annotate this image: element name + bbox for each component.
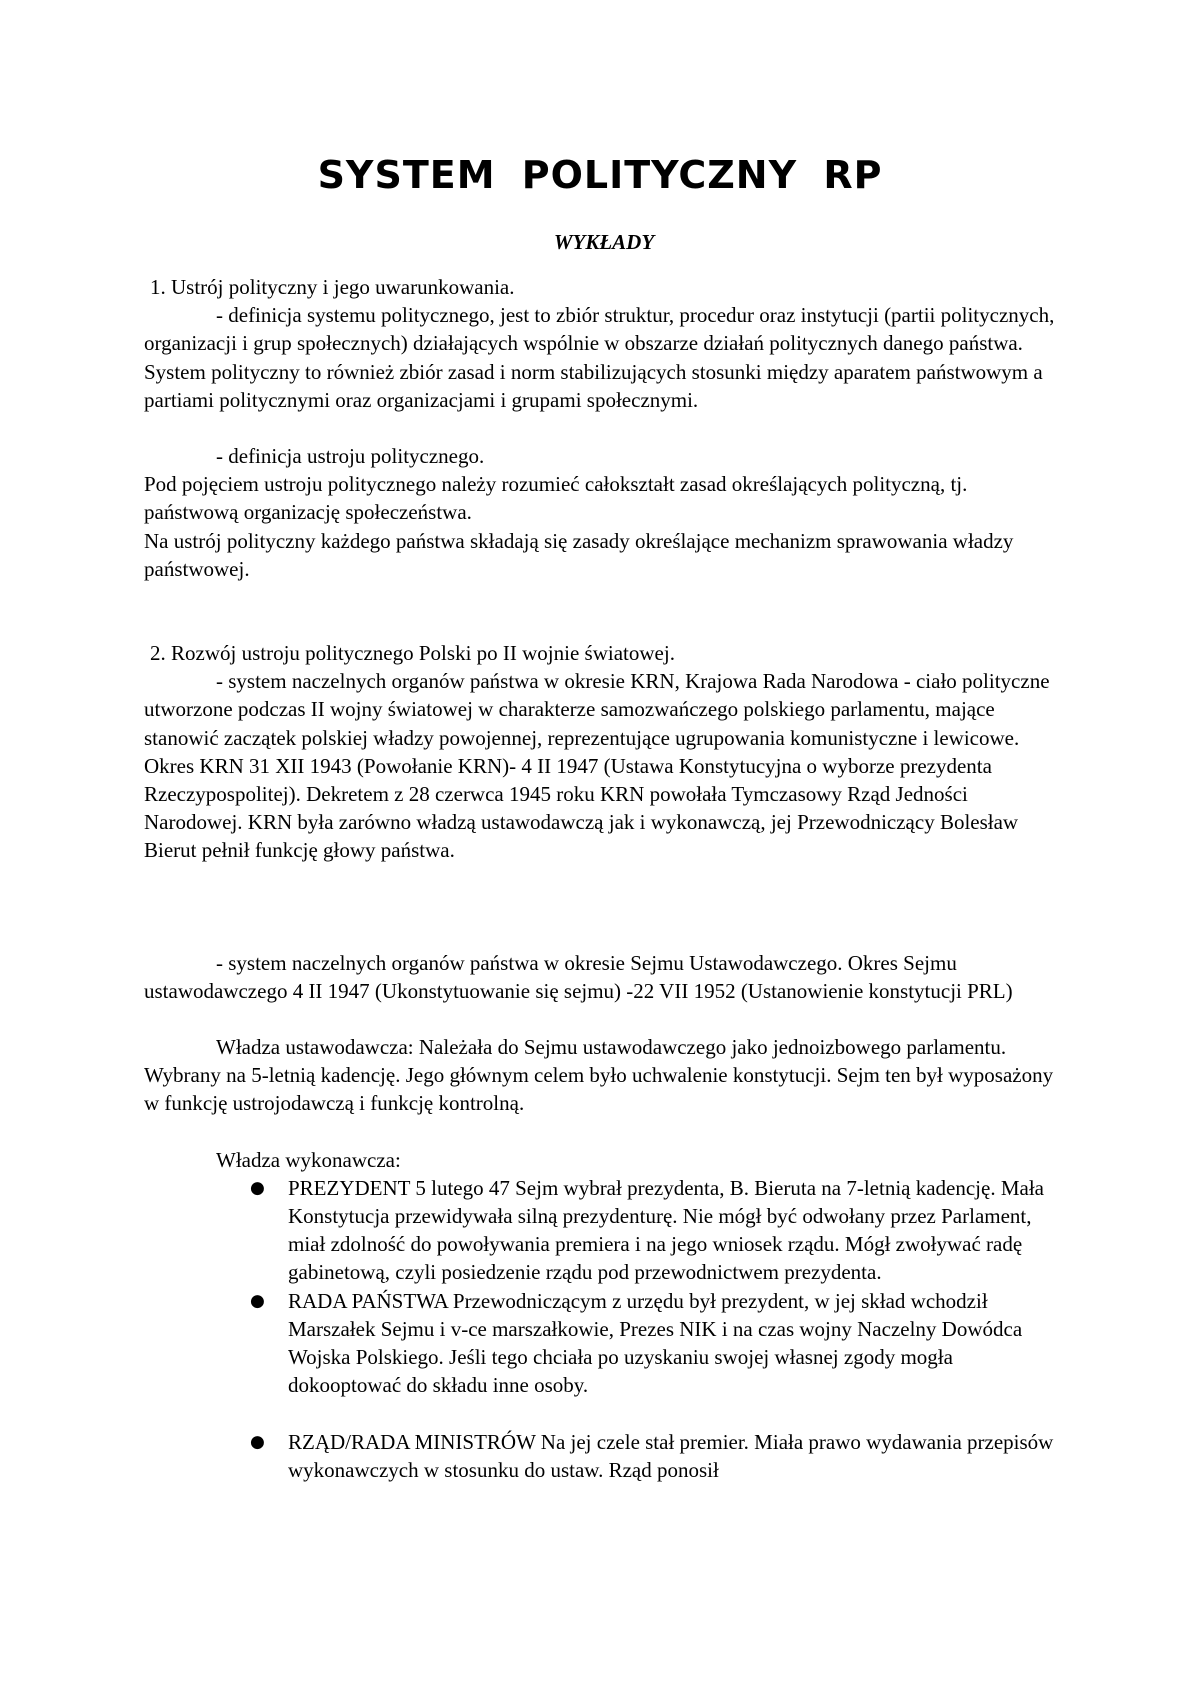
- definition-ustroj-paragraph-2: Na ustrój polityczny każdego państwa składają się zasady określające mechanizm sprawowania władzy państwowej.: [144, 528, 1014, 581]
- bullet-icon: ●: [250, 1290, 265, 1311]
- bullet-icon: ●: [250, 1177, 265, 1198]
- list-item: [250, 1174, 1064, 1287]
- page-subtitle: WYKŁADY: [553, 230, 655, 254]
- executive-list: [144, 1174, 1064, 1484]
- section-1-heading: 1. Ustrój polityczny i jego uwarunkowania.: [150, 275, 515, 299]
- list-item-text: RZĄD/RADA MINISTRÓW Na jej czele stał premier. Miała prawo wydawania przepisów wykonawczych w stosunku do ustaw. Rząd ponosił: [288, 1429, 1054, 1482]
- definition-ustroj-heading: - definicja ustroju politycznego.: [216, 444, 485, 469]
- list-item: [250, 1428, 1064, 1484]
- legislative-paragraph: Władza ustawodawcza: Należała do Sejmu ustawodawczego jako jednoizbowego parlamentu. Wybrany na 5-letnią kadencję. Jego głównym celem było uchwalenie konstytucji. Sejm ten był wyposażony w funkcję ustrojodawczą i funkcję kontrolną.: [144, 1035, 1054, 1116]
- krn-paragraph: - system naczelnych organów państwa w okresie KRN, Krajowa Rada Narodowa - ciało polityczne utworzone podczas II wojny światowej w charakterze samozwańczego polskiego parlamentu, mające stanowić zaczątek polskiej władzy powojennej, reprezentujące ugrupowania komunistyczne i lewicowe. Okres KRN 31 XII 1943 (Powołanie KRN)- 4 II 1947 (Ustawa Konstytucyjna o wyborze prezydenta Rzeczypospolitej). Dekretem z 28 czerwca 1945 roku KRN powołała Tymczasowy Rząd Jedności Narodowej. KRN była zarówno władzą ustawodawczą jak i wykonawczą, jej Przewodniczący Bolesław Bierut pełnił funkcję głowy państwa.: [144, 669, 1050, 863]
- sejm-paragraph: - system naczelnych organów państwa w okresie Sejmu Ustawodawczego. Okres Sejmu ustawodawczego 4 II 1947 (Ukonstytuowanie się sejmu) -22 VII 1952 (Ustanowienie konstytucji PRL): [144, 950, 1013, 1003]
- page-title: SYSTEM POLITYCZNY RP: [317, 153, 883, 197]
- executive-heading: Władza wykonawcza:: [216, 1147, 401, 1172]
- definition-system-paragraph: - definicja systemu politycznego, jest to zbiór struktur, procedur oraz instytucji (partii politycznych, organizacji i grup społecznych) działających wspólnie w obszarze działań politycznych danego państwa. System polityczny to również zbiór zasad i norm stabilizujących stosunki między aparatem państwowym a partiami politycznymi oraz organizacjami i grupami społecznymi.: [144, 303, 1055, 412]
- document-content: [144, 150, 1064, 1484]
- bullet-icon: ●: [250, 1431, 265, 1452]
- section-2-heading: 2. Rozwój ustroju politycznego Polski po II wojnie światowej.: [150, 641, 675, 666]
- definition-ustroj-paragraph-1: Pod pojęciem ustroju politycznego należy rozumieć całokształt zasad określających polityczną, tj. państwową organizację społeczeństwa.: [144, 472, 968, 525]
- list-item: [250, 1287, 1064, 1400]
- list-item-text: PREZYDENT 5 lutego 47 Sejm wybrał prezydenta, B. Bieruta na 7-letnią kadencję. Mała Konstytucja przewidywała silną prezydenturę. Nie mógł być odwołany przez Parlament, miał zdolność do powoływania premiera i na jego wniosek rządu. Mógł zwoływać radę gabinetową, czyli posiedzenie rządu pod przewodnictwem prezydenta.: [288, 1175, 1044, 1285]
- list-item-text: RADA PAŃSTWA Przewodniczącym z urzędu był prezydent, w jej skład wchodził Marszałek Sejmu i v-ce marszałkowie, Prezes NIK i na czas wojny Naczelny Dowódca Wojska Polskiego. Jeśli tego chciała po uzyskaniu swojej własnej zgody mogła dokooptować do składu inne osoby.: [288, 1288, 1023, 1398]
